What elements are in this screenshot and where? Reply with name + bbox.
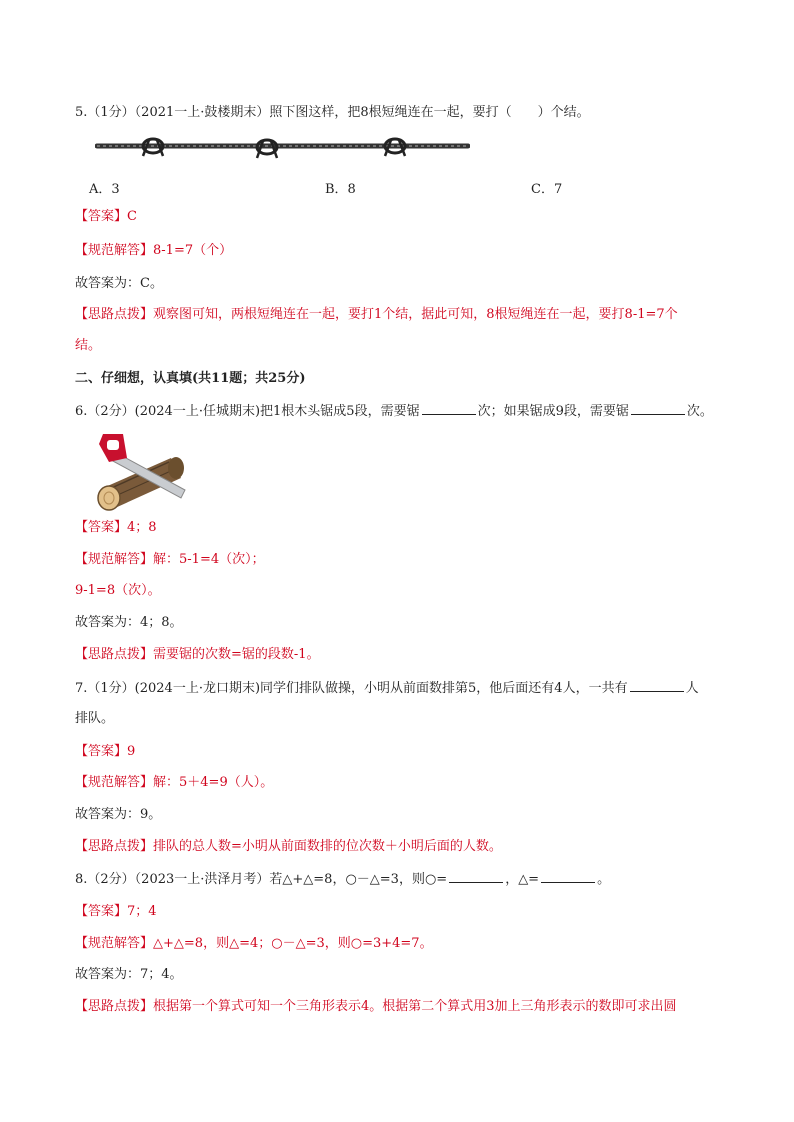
solution-text: △+△=8，则△=4；○－△=3，则○=3+4=7。	[153, 936, 433, 951]
saw-log-icon	[98, 434, 185, 510]
saw-illustration	[93, 428, 189, 512]
solution-text: 解：5＋4=9（人）。	[153, 775, 274, 790]
answer-blank	[449, 870, 503, 883]
q8-stem-part: 。	[597, 872, 611, 887]
q6-stem	[75, 402, 713, 421]
q8-answer	[75, 903, 157, 921]
q8-stem-part: 8.（2分）（2023一上·洪泽月考）若△+△=8，○－△=3，则○=	[75, 872, 448, 887]
answer-value: C	[127, 209, 137, 224]
section-heading: 二、仔细想，认真填(共11题；共25分)	[75, 371, 306, 386]
q5-option-c: C．7	[531, 182, 563, 197]
q8-hint	[75, 998, 677, 1016]
q5-hint-cont: 结。	[75, 338, 102, 353]
q8-stem-part: ，△=	[505, 872, 540, 887]
answer-label: 【答案】	[75, 520, 128, 535]
rope-icon	[97, 139, 468, 158]
solution-text: 解：5-1=4（次）；	[153, 552, 265, 567]
answer-value: 9	[127, 744, 136, 759]
hint-label: 【思路点拨】	[75, 999, 154, 1014]
q5-answer	[75, 208, 137, 226]
hint-label: 【思路点拨】	[75, 839, 154, 854]
q5-hint	[75, 306, 678, 324]
q7-stem-part: 7.（1分）(2024一上·龙口期末)同学们排队做操，小明从前面数排第5，他后面还有4人，一共有	[75, 681, 628, 696]
answer-blank	[541, 870, 595, 883]
q6-stem-part: 6.（2分）(2024一上·任城期末)把1根木头锯成5段，需要锯	[75, 404, 420, 419]
q7-stem	[75, 679, 699, 698]
q5-option-a: A．3	[89, 182, 120, 197]
rope-illustration	[95, 132, 470, 162]
q8-stem	[75, 870, 610, 889]
q7-stem-part: 人	[685, 681, 699, 696]
q7-hint	[75, 838, 502, 856]
q7-stem-cont: 排队。	[75, 711, 115, 726]
q6-stem-part: 次；如果锯成9段，需要锯	[477, 404, 629, 419]
q5-stem: 5.（1分）（2021一上·鼓楼期末）照下图这样，把8根短绳连在一起，要打（ ）个结。	[75, 105, 590, 120]
hint-label: 【思路点拨】	[75, 647, 154, 662]
q8-solution	[75, 935, 433, 953]
solution-label: 【规范解答】	[75, 936, 154, 951]
hint-text: 排队的总人数=小明从前面数排的位次数＋小明后面的人数。	[153, 839, 502, 854]
q6-stem-part: 次。	[686, 404, 713, 419]
q7-conclusion: 故答案为：9。	[75, 807, 162, 822]
solution-label: 【规范解答】	[75, 552, 154, 567]
solution-label: 【规范解答】	[75, 243, 154, 258]
solution-label: 【规范解答】	[75, 775, 154, 790]
q7-solution	[75, 774, 273, 792]
hint-text: 需要锯的次数=锯的段数-1。	[153, 647, 320, 662]
solution-text: 8-1=7（个）	[153, 243, 233, 258]
q6-solution-cont: 9-1=8（次）。	[75, 583, 161, 598]
q6-solution	[75, 551, 265, 569]
q6-conclusion: 故答案为：4；8。	[75, 615, 183, 630]
q6-hint	[75, 646, 320, 664]
answer-blank	[631, 402, 685, 415]
hint-text: 观察图可知，两根短绳连在一起，要打1个结，据此可知，8根短绳连在一起，要打8-1=7个	[153, 307, 678, 322]
answer-value: 4；8	[127, 520, 157, 535]
knot-icon	[257, 140, 277, 158]
answer-label: 【答案】	[75, 904, 128, 919]
q8-conclusion: 故答案为：7；4。	[75, 967, 183, 982]
q5-option-b: B．8	[325, 182, 356, 197]
answer-label: 【答案】	[75, 209, 128, 224]
hint-text: 根据第一个算式可知一个三角形表示4。根据第二个算式用3加上三角形表示的数即可求出圆	[153, 999, 677, 1014]
q5-conclusion: 故答案为：C。	[75, 276, 163, 291]
answer-blank	[630, 679, 684, 692]
answer-value: 7；4	[127, 904, 157, 919]
q7-answer	[75, 743, 135, 761]
q5-solution	[75, 242, 232, 260]
answer-label: 【答案】	[75, 744, 128, 759]
answer-blank	[422, 402, 476, 415]
q6-answer	[75, 519, 157, 537]
hint-label: 【思路点拨】	[75, 307, 154, 322]
